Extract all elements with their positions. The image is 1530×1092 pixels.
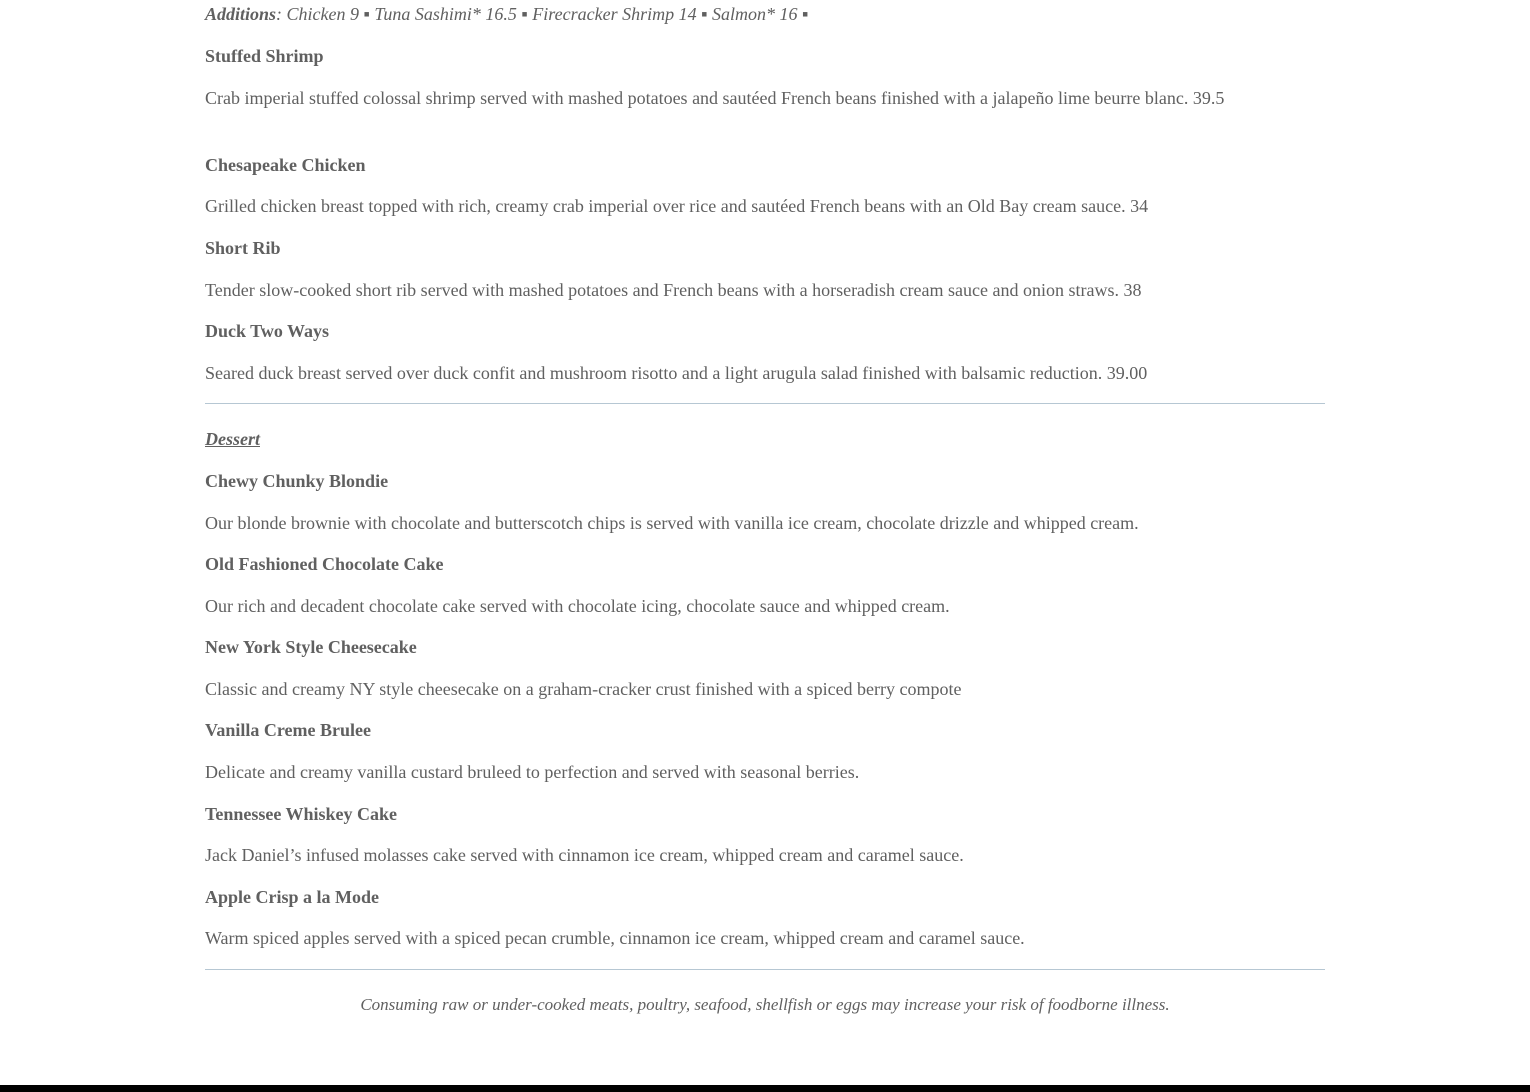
dessert-item-name: Apple Crisp a la Mode — [205, 887, 380, 907]
additions-separator: : — [276, 4, 287, 24]
dessert-item-description: Warm spiced apples served with a spiced pecan crumble, cinnamon ice cream, whipped cream and caramel sauce. — [205, 928, 1025, 948]
menu-item-name: Short Rib — [205, 238, 281, 258]
dessert-section-title: Dessert — [205, 429, 260, 449]
dessert-item-description: Our blonde brownie with chocolate and butterscotch chips is served with vanilla ice cream, chocolate drizzle and whipped cream. — [205, 513, 1139, 533]
footer-bar — [0, 1085, 1530, 1092]
additions-line — [205, 4, 808, 25]
dessert-item-description: Classic and creamy NY style cheesecake on a graham-cracker crust finished with a spiced berry compote — [205, 679, 962, 699]
dessert-item-name: Tennessee Whiskey Cake — [205, 804, 398, 824]
additions-label: Additions — [205, 4, 277, 24]
menu-item-name: Chesapeake Chicken — [205, 155, 366, 175]
menu-item-description: Grilled chicken breast topped with rich, creamy crab imperial over rice and sautéed French beans with an Old Bay cream sauce. 34 — [205, 196, 1149, 216]
menu-item-description: Crab imperial stuffed colossal shrimp served with mashed potatoes and sautéed French beans finished with a jalapeño lime beurre blanc. 39.5 — [205, 88, 1225, 108]
dessert-item-name: Vanilla Creme Brulee — [205, 720, 371, 740]
dessert-item-name: New York Style Cheesecake — [205, 637, 417, 657]
section-divider — [205, 969, 1325, 970]
dessert-item-name: Chewy Chunky Blondie — [205, 471, 389, 491]
section-divider — [205, 403, 1325, 404]
menu-item-name: Stuffed Shrimp — [205, 46, 324, 66]
dessert-item-description: Jack Daniel’s infused molasses cake served with cinnamon ice cream, whipped cream and caramel sauce. — [205, 845, 964, 865]
menu-item-description: Tender slow-cooked short rib served with mashed potatoes and French beans with a horseradish cream sauce and onion straws. 38 — [205, 280, 1142, 300]
additions-items: Chicken 9 ▪ Tuna Sashimi* 16.5 ▪ Firecracker Shrimp 14 ▪ Salmon* 16 ▪ — [286, 4, 809, 24]
menu-item-description: Seared duck breast served over duck confit and mushroom risotto and a light arugula salad finished with balsamic reduction. 39.00 — [205, 363, 1148, 383]
dessert-item-name: Old Fashioned Chocolate Cake — [205, 554, 444, 574]
dessert-item-description: Delicate and creamy vanilla custard bruleed to perfection and served with seasonal berries. — [205, 762, 860, 782]
menu-item-name: Duck Two Ways — [205, 321, 330, 341]
dessert-item-description: Our rich and decadent chocolate cake served with chocolate icing, chocolate sauce and whipped cream. — [205, 596, 950, 616]
foodborne-illness-disclaimer: Consuming raw or under-cooked meats, poultry, seafood, shellfish or eggs may increase your risk of foodborne illness. — [360, 995, 1170, 1014]
